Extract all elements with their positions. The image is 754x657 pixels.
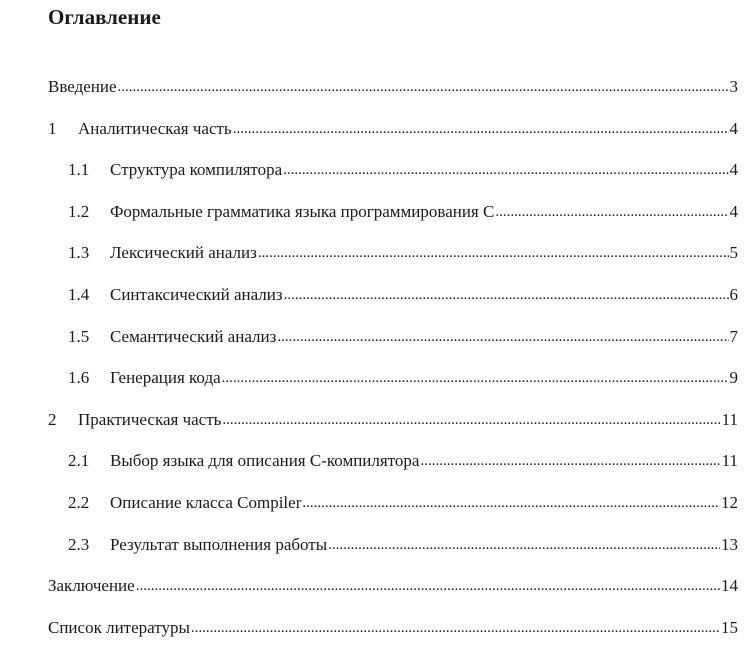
toc-entry-number: 1.1 [68,160,90,180]
toc-entry-number: 1.6 [68,368,90,388]
toc-page-number: 14 [721,576,738,596]
toc-entry-text: Введение [48,77,117,96]
toc-entry-text: Семантический анализ [110,326,277,346]
toc-entry-text: Формальные грамматика языка программирования С [110,201,495,221]
toc-entry-section-1-1[interactable] [48,158,738,200]
toc-entry-section-1-6[interactable] [48,366,738,408]
toc-page-number: 15 [721,617,738,637]
toc-page-number: 4 [729,201,738,221]
toc-entry-text: Практическая часть [78,409,222,429]
toc-entry-number: 2.2 [68,492,90,512]
toc-entry-section-2-1[interactable] [48,449,738,491]
toc-entry-section-2[interactable] [48,408,738,450]
dot-leader [258,240,729,265]
toc-entry-number: 2 [48,409,57,429]
dot-leader [328,532,720,557]
toc-entry-text: Аналитическая часть [78,118,232,138]
toc-page-number: 5 [729,243,738,263]
toc-entry-number: 2.1 [68,451,90,471]
toc-entry-text: Заключение [48,576,135,596]
toc-entry-number: 2.3 [68,534,90,554]
toc-page-number: 12 [721,492,738,512]
toc-entry-number: 1.2 [68,201,90,221]
toc-entry-section-2-2[interactable] [48,491,738,533]
toc-page-number: 11 [721,451,738,471]
dot-leader [136,573,720,598]
toc-page-number: 4 [729,118,738,138]
toc-entry-number: 1.3 [68,243,90,263]
toc-page-number: 9 [729,368,738,388]
dot-leader [118,74,729,99]
dot-leader [233,116,729,141]
dot-leader [283,157,728,182]
toc-entry-text: Результат выполнения работы [110,534,328,554]
dot-leader [277,324,728,349]
toc-page-number: 11 [721,409,738,429]
toc-entry-section-1-4[interactable] [48,283,738,325]
toc-entry-text: Выбор языка для описания С-компилятора [110,451,420,471]
dot-leader [222,407,720,432]
toc-page-number: 7 [729,326,738,346]
toc-entry-conclusion[interactable] [48,574,738,616]
table-of-contents [48,75,738,657]
toc-entry-section-1-5[interactable] [48,325,738,367]
toc-entry-section-1-2[interactable] [48,200,738,242]
dot-leader [495,199,728,224]
toc-page-number: 3 [729,77,738,96]
toc-entry-number: 1 [48,118,57,138]
toc-entry-section-1[interactable] [48,117,738,159]
page-title: Оглавление [48,5,161,29]
toc-entry-references[interactable] [48,616,738,657]
toc-page-number: 4 [729,160,738,180]
toc-page-number: 6 [729,284,738,304]
dot-leader [191,615,720,640]
toc-entry-text: Описание класса Compiler [110,492,302,512]
toc-entry-number: 1.4 [68,284,90,304]
toc-entry-text: Структура компилятора [110,160,283,180]
toc-entry-section-1-3[interactable] [48,241,738,283]
toc-page-number: 13 [721,534,738,554]
toc-entry-text: Список литературы [48,617,190,637]
toc-entry-text: Синтаксический анализ [110,284,283,304]
dot-leader [302,490,720,515]
toc-entry-section-2-3[interactable] [48,533,738,575]
toc-entry-number: 1.5 [68,326,90,346]
dot-leader [284,282,729,307]
dot-leader [222,365,729,390]
dot-leader [420,448,720,473]
toc-entry-introduction[interactable] [48,75,738,117]
toc-entry-text: Лексический анализ [110,243,257,263]
toc-entry-text: Генерация кода [110,368,221,388]
